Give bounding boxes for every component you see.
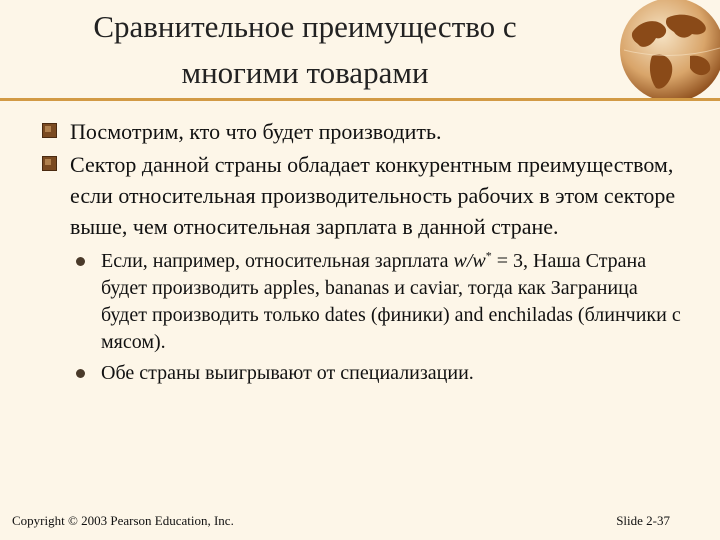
square-bullet-icon [42,156,57,171]
copyright-text: Copyright © 2003 Pearson Education, Inc. [12,513,234,528]
bullet-item [36,149,686,242]
round-bullet-icon [76,369,85,378]
foreign-asterisk: * [485,248,492,263]
sub-bullet-rest: = 3, Наша Страна будет производить apples, bananas и caviar, тогда как Заграница будет производить только dates (финики) and enchiladas (блинчики с мясом). [101,250,681,353]
title-divider [0,98,720,101]
sub-bullet-list [70,248,686,387]
sub-bullet-text: Обе страны выигрывают от специализации. [101,362,474,384]
bullet-text: Сектор данной страны обладает конкурентным преимуществом, если относительная производительность рабочих в этом секторе выше, чем относительная зарплата в данной стране. [70,152,676,239]
bullet-list [36,116,686,391]
wage-ratio: w/w [453,250,486,272]
title-line-2: многими товарами [181,55,429,90]
globe-icon [612,0,720,100]
sub-bullet-item [70,360,686,387]
title-line-1: Сравнительное преимущество с [93,9,517,44]
sub-bullet-item [70,248,686,356]
slide-number: Slide 2-37 [616,513,670,528]
square-bullet-icon [42,123,57,138]
bullet-text: Посмотрим, кто что будет производить. [70,119,442,144]
round-bullet-icon [76,257,85,266]
bullet-item [36,116,686,147]
sub-bullet-prefix: Если, например, относительная зарплата [101,250,454,272]
slide-title [10,4,600,96]
